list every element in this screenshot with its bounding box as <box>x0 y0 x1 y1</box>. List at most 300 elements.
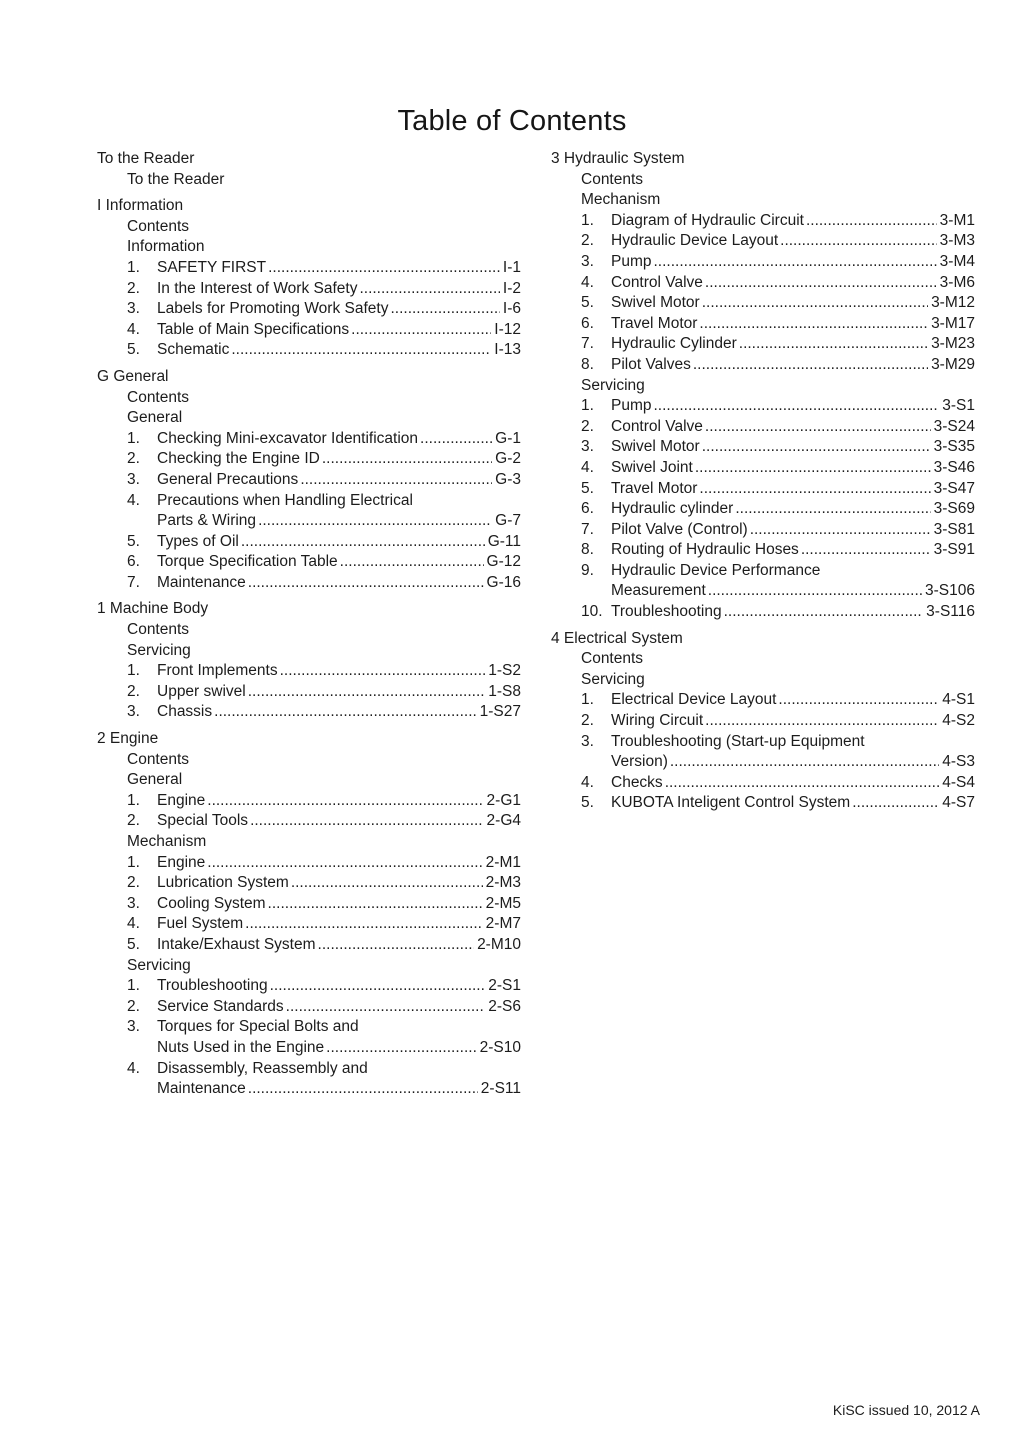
entry-number: 4. <box>127 1059 140 1077</box>
dot-leader <box>708 581 922 602</box>
page-title: Table of Contents <box>397 105 627 137</box>
entry-title: Table of Main Specifications <box>157 320 350 338</box>
entry-page: I-6 <box>502 300 521 318</box>
entry-page: 3-S24 <box>933 417 975 435</box>
section-title: To the Reader <box>97 150 195 167</box>
toc-entry <box>551 520 975 541</box>
entry-page: 4-S3 <box>942 753 975 771</box>
entry-title-continuation: Measurement <box>611 582 706 600</box>
entry-page: I-2 <box>502 279 521 297</box>
entry-page: 4-S4 <box>942 773 975 791</box>
toc-subheading: To the Reader <box>127 170 225 188</box>
entry-number: 2. <box>127 874 140 892</box>
section-title: 2 Engine <box>97 730 159 748</box>
entry-number: 3. <box>127 894 140 912</box>
entry-title: Diagram of Hydraulic Circuit <box>611 211 804 229</box>
entry-title: Precautions when Handling Electrical <box>157 491 413 509</box>
section-rows <box>97 217 521 361</box>
entry-page: 2-M1 <box>485 853 521 871</box>
dot-leader <box>268 894 483 915</box>
entry-number: 3. <box>127 300 140 318</box>
entry-title: Fuel System <box>157 915 244 933</box>
entry-title: Lubrication System <box>157 874 289 892</box>
entry-title: Swivel Motor <box>611 438 700 456</box>
entry-page: 4-S2 <box>942 712 975 730</box>
entry-number: 4. <box>581 773 594 791</box>
entry-title: Control Valve <box>611 273 703 291</box>
entry-number: 6. <box>127 553 140 571</box>
entry-title: Maintenance <box>157 573 246 591</box>
entry-page: 2-G4 <box>486 812 521 830</box>
entry-number: 2. <box>581 232 594 250</box>
section-rows <box>97 170 521 191</box>
toc-entry <box>97 661 521 682</box>
dot-leader <box>258 511 492 532</box>
toc-section <box>97 149 521 190</box>
entry-title: Intake/Exhaust System <box>157 935 316 953</box>
entry-number: 5. <box>581 479 594 497</box>
dot-leader <box>318 935 475 956</box>
toc-subheading: Servicing <box>127 956 191 974</box>
entry-title-continuation: Nuts Used in the Engine <box>157 1038 325 1056</box>
toc-entry-line1 <box>97 1017 521 1038</box>
entry-number: 1. <box>127 977 140 995</box>
toc-entry <box>551 540 975 561</box>
entry-page: 1-S27 <box>479 703 521 721</box>
entry-page: 3-S91 <box>933 541 975 559</box>
dot-leader <box>705 417 931 438</box>
entry-title: Hydraulic cylinder <box>611 500 734 518</box>
toc-subheading: General <box>127 771 183 789</box>
entry-title: KUBOTA Inteligent Control System <box>611 794 851 812</box>
entry-title: Wiring Circuit <box>611 712 704 730</box>
toc-entry-multiline <box>97 1059 521 1100</box>
entry-page: 3-M3 <box>939 232 975 250</box>
entry-title: SAFETY FIRST <box>157 258 267 276</box>
entry-title: Checks <box>611 773 663 791</box>
entry-number: 2. <box>581 712 594 730</box>
entry-page: G-16 <box>486 573 521 591</box>
toc-entry <box>97 702 521 723</box>
entry-title: Disassembly, Reassembly and <box>157 1059 368 1077</box>
entry-number: 2. <box>127 997 140 1015</box>
toc-subheading: General <box>127 409 183 427</box>
toc-subheading: Contents <box>127 621 190 639</box>
entry-number: 2. <box>127 450 140 468</box>
toc-entry <box>97 811 521 832</box>
entry-page: 2-S11 <box>480 1080 521 1098</box>
toc-column-left <box>97 149 521 1100</box>
entry-number: 5. <box>581 294 594 312</box>
entry-page: 3-M17 <box>931 314 975 332</box>
entry-number: 3. <box>127 703 140 721</box>
dot-leader <box>280 661 486 682</box>
entry-page: 1-S2 <box>488 662 521 680</box>
toc-entry <box>97 532 521 553</box>
toc-column-right <box>551 149 975 1100</box>
entry-number: 2. <box>127 279 140 297</box>
entry-number: 8. <box>581 541 594 559</box>
toc-entry <box>97 340 521 361</box>
toc-entry <box>551 417 975 438</box>
toc-entry <box>97 997 521 1018</box>
entry-title: Troubleshooting <box>611 603 722 621</box>
dot-leader <box>702 437 931 458</box>
entry-page: 3-S47 <box>933 479 975 497</box>
toc-entry <box>551 355 975 376</box>
entry-page: 3-S69 <box>933 500 975 518</box>
dot-leader <box>300 470 492 491</box>
entry-title: Chassis <box>157 703 213 721</box>
dot-leader <box>420 429 492 450</box>
toc-section <box>97 196 521 361</box>
toc-section <box>551 629 975 814</box>
entry-title: Hydraulic Device Performance <box>611 561 821 579</box>
entry-title: Control Valve <box>611 417 703 435</box>
entry-title: Engine <box>157 853 206 871</box>
entry-page: 2-S6 <box>488 997 521 1015</box>
entry-page: 3-M1 <box>939 211 975 229</box>
toc-entry <box>97 573 521 594</box>
dot-leader <box>699 479 930 500</box>
entry-number: 3. <box>581 252 594 270</box>
toc-section <box>97 367 521 594</box>
toc-entry <box>551 499 975 520</box>
toc-subheading: Contents <box>127 217 190 235</box>
toc-subheading: Mechanism <box>127 833 207 850</box>
toc-entry <box>97 429 521 450</box>
entry-page: 4-S1 <box>942 691 975 709</box>
dot-leader <box>705 711 939 732</box>
dot-leader <box>705 273 937 294</box>
entry-page: 2-M3 <box>485 874 521 892</box>
entry-number: 10. <box>581 603 603 621</box>
entry-page: I-13 <box>494 341 521 359</box>
entry-number: 7. <box>127 573 140 591</box>
entry-page: 1-S8 <box>488 682 521 700</box>
entry-title: Troubleshooting (Start-up Equipment <box>611 732 865 750</box>
toc-subheading: Mechanism <box>581 191 661 209</box>
dot-leader <box>214 702 476 723</box>
dot-leader <box>654 252 937 273</box>
section-title: I Information <box>97 197 184 215</box>
toc-entry <box>97 320 521 341</box>
dot-leader <box>693 355 928 376</box>
entry-page: G-11 <box>487 532 521 550</box>
entry-page: I-12 <box>494 320 521 338</box>
toc-subheading: Servicing <box>581 376 645 394</box>
entry-number: 6. <box>581 500 594 518</box>
entry-page: 3-M4 <box>939 252 975 270</box>
dot-leader <box>806 211 937 232</box>
dot-leader <box>245 914 483 935</box>
dot-leader <box>326 1038 476 1059</box>
entry-number: 6. <box>581 314 594 332</box>
entry-title: Cooling System <box>157 894 266 912</box>
toc-entry-line2 <box>97 511 521 532</box>
toc-entry-line2 <box>97 1038 521 1059</box>
toc-entry <box>551 773 975 794</box>
entry-title: Swivel Motor <box>611 294 700 312</box>
entry-title: Torques for Special Bolts and <box>157 1018 359 1036</box>
entry-page: 3-S35 <box>933 438 975 456</box>
toc-entry <box>97 552 521 573</box>
entry-title: Troubleshooting <box>157 977 268 995</box>
toc-entry <box>551 334 975 355</box>
entry-page: G-1 <box>495 429 521 447</box>
entry-page: 2-M10 <box>477 935 521 953</box>
entry-title-continuation: Version) <box>611 753 668 771</box>
dot-leader <box>750 520 931 541</box>
toc-entry <box>551 437 975 458</box>
dot-leader <box>735 499 930 520</box>
entry-page: 3-M29 <box>931 355 975 373</box>
entry-number: 3. <box>581 438 594 456</box>
entry-number: 1. <box>127 258 140 276</box>
entry-page: G-12 <box>486 553 521 571</box>
entry-title: General Precautions <box>157 470 299 488</box>
toc-subheading: Contents <box>581 170 644 188</box>
entry-title: Travel Motor <box>611 314 698 332</box>
dot-leader <box>665 773 940 794</box>
entry-title: Travel Motor <box>611 479 698 497</box>
entry-title: Electrical Device Layout <box>611 691 777 709</box>
entry-page: 2-G1 <box>486 791 521 809</box>
toc-section <box>97 599 521 723</box>
toc-entry <box>97 470 521 491</box>
entry-number: 5. <box>127 532 140 550</box>
entry-number: 4. <box>127 320 140 338</box>
section-rows <box>97 620 521 723</box>
dot-leader <box>695 458 931 479</box>
dot-leader <box>351 320 491 341</box>
toc-entry <box>551 211 975 232</box>
toc-subheading: Servicing <box>127 641 191 659</box>
entry-number: 4. <box>127 491 140 509</box>
entry-title: Routing of Hydraulic Hoses <box>611 541 799 559</box>
entry-title: Types of Oil <box>157 532 239 550</box>
dot-leader <box>778 690 939 711</box>
dot-leader <box>207 853 482 874</box>
toc-entry <box>551 293 975 314</box>
toc-entry <box>551 273 975 294</box>
entry-title: Checking Mini-excavator Identification <box>157 429 419 447</box>
entry-page: G-2 <box>495 450 521 468</box>
entry-number: 2. <box>127 812 140 830</box>
entry-number: 7. <box>581 520 594 538</box>
dot-leader <box>286 997 486 1018</box>
toc-columns <box>97 149 975 1100</box>
dot-leader <box>250 811 483 832</box>
toc-subheading: Servicing <box>581 670 645 688</box>
dot-leader <box>207 791 483 812</box>
section-title: G General <box>97 367 169 385</box>
dot-leader <box>702 293 928 314</box>
dot-leader <box>359 279 499 300</box>
dot-leader <box>739 334 928 355</box>
toc-entry <box>97 976 521 997</box>
entry-number: 1. <box>127 662 140 680</box>
entry-title: Front Implements <box>157 662 278 680</box>
entry-number: 2. <box>127 682 140 700</box>
entry-page: 3-S116 <box>926 603 975 621</box>
dot-leader <box>390 299 499 320</box>
entry-title: In the Interest of Work Safety <box>157 279 358 297</box>
entry-page: 3-M23 <box>931 335 975 353</box>
entry-page: 2-S10 <box>479 1038 521 1056</box>
toc-section <box>551 149 975 623</box>
toc-entry <box>551 314 975 335</box>
entry-number: 8. <box>581 355 594 373</box>
section-title: 4 Electrical System <box>551 629 683 647</box>
entry-page: 3-S106 <box>925 582 975 600</box>
toc-entry <box>97 873 521 894</box>
entry-title: Hydraulic Device Layout <box>611 232 779 250</box>
entry-title: Pump <box>611 397 652 415</box>
dot-leader <box>268 258 500 279</box>
entry-title: Labels for Promoting Work Safety <box>157 300 389 318</box>
entry-title: Schematic <box>157 341 230 359</box>
entry-title: Engine <box>157 791 206 809</box>
entry-page: 4-S7 <box>942 794 975 812</box>
dot-leader <box>724 602 924 623</box>
toc-entry-line1 <box>551 732 975 753</box>
entry-page: 3-M12 <box>931 294 975 312</box>
entry-page: G-3 <box>495 470 521 488</box>
section-title: 1 Machine Body <box>97 600 209 618</box>
toc-entry <box>97 279 521 300</box>
dot-leader <box>699 314 928 335</box>
toc-entry <box>551 711 975 732</box>
entry-title: Torque Specification Table <box>157 553 338 571</box>
entry-page: 2-M7 <box>485 915 521 933</box>
entry-title: Special Tools <box>157 812 249 830</box>
toc-entry-line2 <box>551 581 975 602</box>
toc-entry <box>97 258 521 279</box>
toc-entry <box>97 914 521 935</box>
toc-subheading: Information <box>127 238 205 256</box>
entry-page: G-7 <box>495 512 521 530</box>
toc-entry-line1 <box>97 1059 521 1080</box>
entry-title: Pilot Valves <box>611 355 691 373</box>
entry-title: Service Standards <box>157 997 284 1015</box>
toc-subheading: Contents <box>581 650 644 668</box>
toc-entry <box>97 935 521 956</box>
entry-title: Swivel Joint <box>611 458 693 476</box>
dot-leader <box>231 340 491 361</box>
entry-number: 2. <box>581 417 594 435</box>
entry-number: 3. <box>581 732 594 750</box>
dot-leader <box>780 231 937 252</box>
entry-number: 1. <box>581 397 594 415</box>
toc-entry-line1 <box>97 491 521 512</box>
entry-page: 3-S81 <box>933 520 975 538</box>
toc-entry <box>97 299 521 320</box>
entry-number: 1. <box>127 791 140 809</box>
entry-page: 3-S1 <box>942 397 975 415</box>
entry-number: 5. <box>127 935 140 953</box>
toc-entry-multiline <box>551 732 975 773</box>
dot-leader <box>248 682 486 703</box>
toc-entry <box>551 458 975 479</box>
dot-leader <box>270 976 486 997</box>
entry-title: Pump <box>611 252 652 270</box>
section-rows <box>97 388 521 594</box>
entry-page: 2-M5 <box>485 894 521 912</box>
entry-title-continuation: Parts & Wiring <box>157 512 257 530</box>
toc-entry <box>551 479 975 500</box>
toc-entry <box>551 396 975 417</box>
entry-number: 3. <box>127 1018 140 1036</box>
section-rows <box>551 649 975 814</box>
dot-leader <box>248 573 484 594</box>
section-rows <box>551 170 975 623</box>
dot-leader <box>241 532 485 553</box>
dot-leader <box>852 793 939 814</box>
toc-entry-line1 <box>551 561 975 582</box>
toc-entry <box>551 602 975 623</box>
toc-entry-multiline <box>97 491 521 532</box>
dot-leader <box>340 552 484 573</box>
toc-entry <box>551 252 975 273</box>
toc-entry <box>551 793 975 814</box>
dot-leader <box>654 396 940 417</box>
entry-title-continuation: Maintenance <box>157 1080 246 1098</box>
entry-page: 2-S1 <box>488 977 521 995</box>
entry-number: 3. <box>127 470 140 488</box>
entry-number: 1. <box>581 691 594 709</box>
toc-entry-multiline <box>97 1017 521 1058</box>
entry-page: 3-M6 <box>939 273 975 291</box>
section-title: 3 Hydraulic System <box>551 150 685 167</box>
footer-note: KiSC issued 10, 2012 A <box>832 1402 980 1418</box>
toc-entry <box>97 791 521 812</box>
toc-entry <box>97 853 521 874</box>
entry-title: Upper swivel <box>157 682 246 700</box>
entry-title: Checking the Engine ID <box>157 450 320 468</box>
dot-leader <box>248 1079 478 1100</box>
entry-number: 9. <box>581 561 594 579</box>
entry-page: 3-S46 <box>933 458 975 476</box>
entry-number: 4. <box>127 915 140 933</box>
entry-number: 5. <box>127 341 140 359</box>
toc-entry <box>551 231 975 252</box>
section-rows <box>97 750 521 1100</box>
entry-number: 4. <box>581 458 594 476</box>
toc-subheading: Contents <box>127 388 190 406</box>
toc-entry <box>97 449 521 470</box>
entry-page: I-1 <box>502 258 521 276</box>
entry-title: Hydraulic Cylinder <box>611 335 737 353</box>
toc-entry-line2 <box>551 752 975 773</box>
dot-leader <box>322 449 492 470</box>
entry-number: 1. <box>127 429 140 447</box>
toc-entry-line2 <box>97 1079 521 1100</box>
toc-entry <box>551 690 975 711</box>
entry-number: 4. <box>581 273 594 291</box>
toc-entry-multiline <box>551 561 975 602</box>
toc-subheading: Contents <box>127 750 190 768</box>
entry-number: 1. <box>127 853 140 871</box>
dot-leader <box>801 540 931 561</box>
toc-section <box>97 729 521 1100</box>
entry-number: 1. <box>581 211 594 229</box>
dot-leader <box>291 873 483 894</box>
dot-leader <box>670 752 939 773</box>
toc-entry <box>97 894 521 915</box>
entry-title: Pilot Valve (Control) <box>611 520 748 538</box>
entry-number: 7. <box>581 335 594 353</box>
